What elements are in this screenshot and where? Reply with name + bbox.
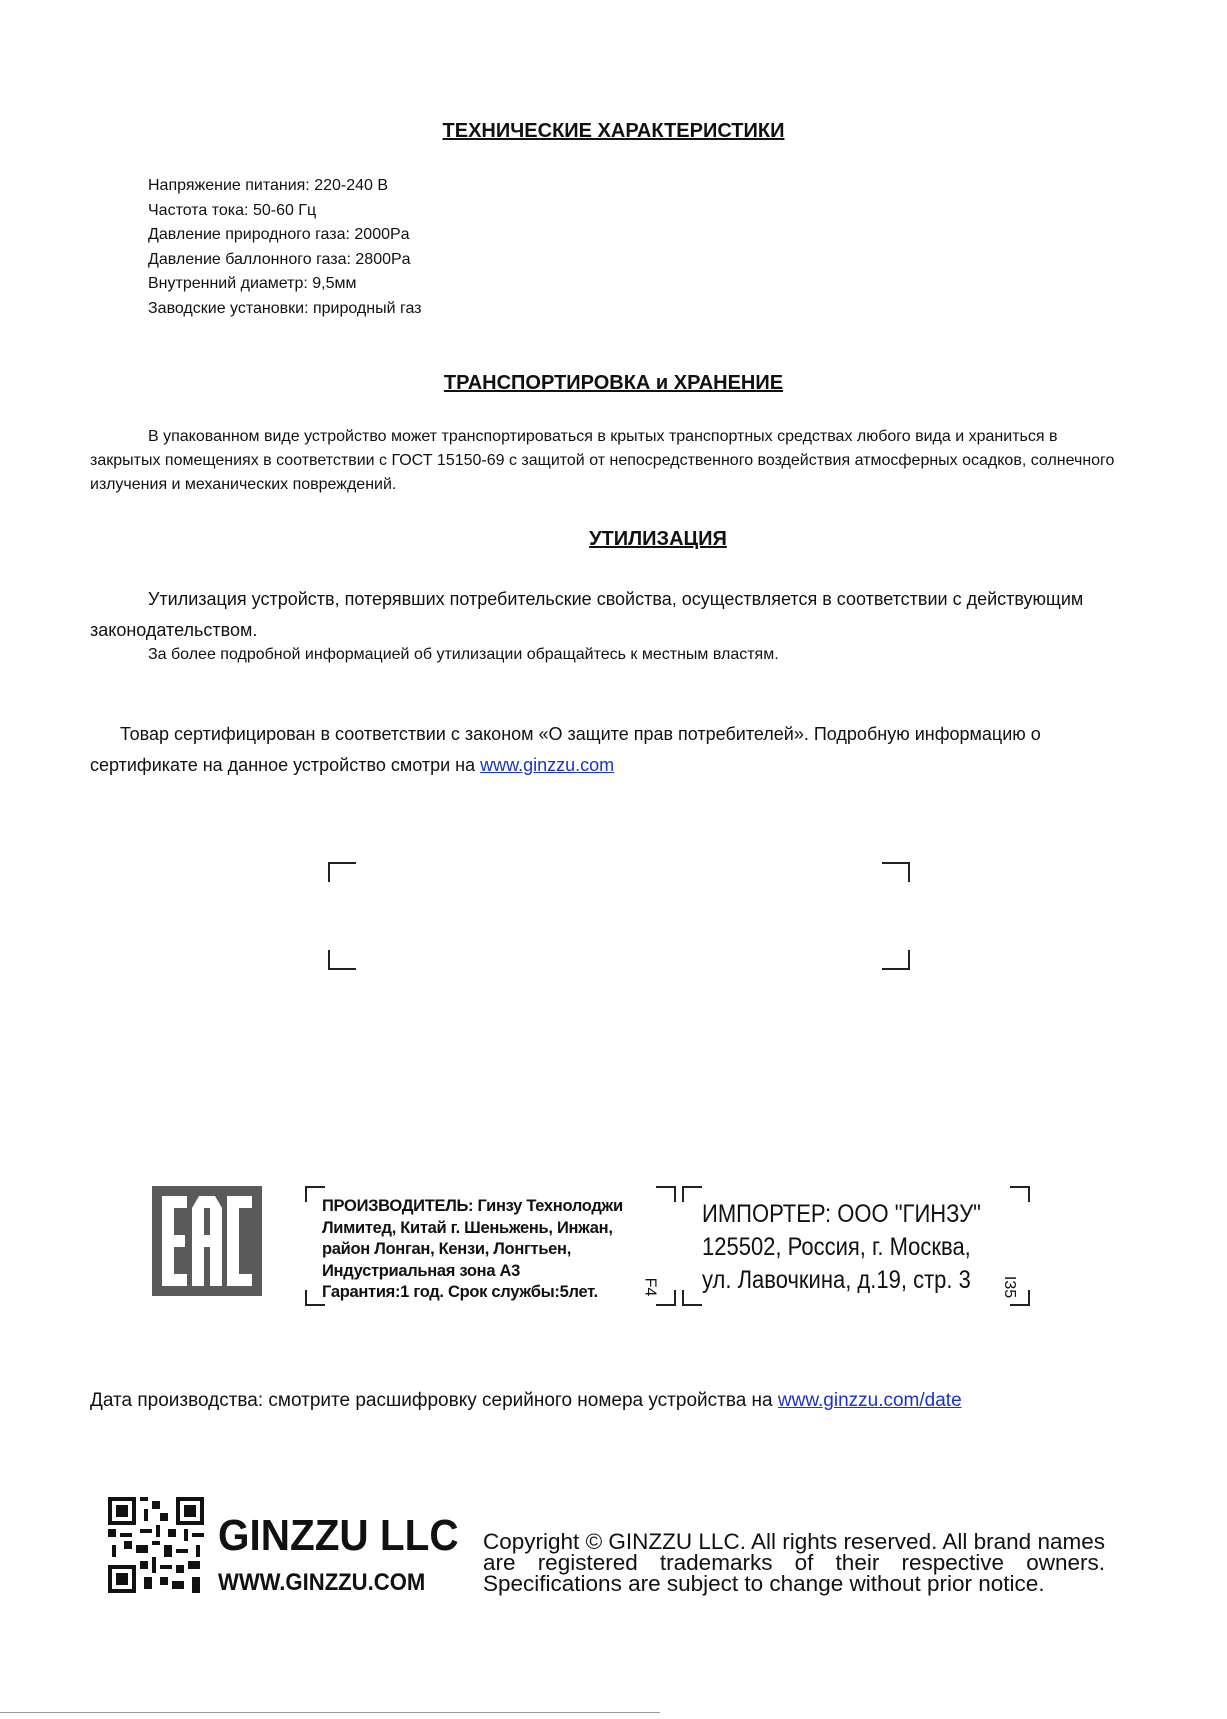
specs-list xyxy=(148,174,422,322)
spec-item: Внутренний диаметр: 9,5мм xyxy=(148,275,357,293)
stamp-corner-top-right xyxy=(882,862,910,882)
spec-item: Заводские установки: природный газ xyxy=(148,299,422,317)
importer-line: 125502, Россия, г. Москва, xyxy=(702,1233,971,1261)
manufacturer-line: ПРОИЗВОДИТЕЛЬ: Гинзу Технолоджи xyxy=(322,1197,623,1215)
manufacturer-line: Индустриальная зона А3 xyxy=(322,1261,520,1280)
importer-corner-bl xyxy=(682,1290,702,1306)
stamp-corner-bottom-right xyxy=(882,950,910,970)
manufacturer-line: Лимитед, Китай г. Шеньжень, Инжан, xyxy=(322,1218,613,1237)
manufacturer-line: район Лонган, Кензи, Лонгтьен, xyxy=(322,1240,572,1258)
bottom-divider xyxy=(0,1712,660,1713)
spec-item: Напряжение питания: 220-240 В xyxy=(148,177,389,194)
spec-item: Давление природного газа: 2000Pa xyxy=(148,226,410,244)
importer-line: ул. Лавочкина, д.19, стр. 3 xyxy=(702,1266,971,1294)
disposal-text-block xyxy=(90,584,1120,646)
eac-logo xyxy=(152,1186,262,1296)
transport-text-block xyxy=(90,425,1120,497)
disposal-title: УТИЛИЗАЦИЯ xyxy=(589,528,727,550)
manufacturer-code: F4 xyxy=(641,1277,659,1297)
copyright-line: Copyright © GINZZU LLC. All rights reserved. All brand names xyxy=(483,1529,1105,1554)
spec-item: Частота тока: 50-60 Гц xyxy=(148,201,317,219)
specs-title: ТЕХНИЧЕСКИЕ ХАРАКТЕРИСТИКИ xyxy=(442,120,785,142)
copyright-line: Specifications are subject to change without prior notice. xyxy=(483,1571,1045,1596)
importer-corner-tl xyxy=(682,1186,702,1202)
certification-text: Товар сертифицирован в соответствии с законом «О защите прав потребителей». Подробную информацию о сертификате на данное устройство смотри на xyxy=(90,724,1041,775)
manufacturer-corner-tr xyxy=(656,1186,676,1202)
certification-block xyxy=(90,719,1120,781)
qr-code-icon xyxy=(108,1497,204,1593)
transport-title: ТРАНСПОРТИРОВКА и ХРАНЕНИЕ xyxy=(443,372,784,394)
certification-link[interactable]: www.ginzzu.com xyxy=(480,755,615,775)
stamp-corner-top-left xyxy=(328,862,356,882)
spec-item: Давление баллонного газа: 2800Pa xyxy=(148,250,411,268)
certification-paragraph xyxy=(90,719,1120,781)
disposal-text: Утилизация устройств, потерявших потребительские свойства, осуществляется в соответствии с действующим законодательством. xyxy=(90,589,1084,640)
manufacturer-line: Гарантия:1 год. Срок службы:5лет. xyxy=(322,1283,598,1301)
stamp-corner-bottom-left xyxy=(328,950,356,970)
importer-line: ИМПОРТЕР: ООО "ГИНЗУ" xyxy=(702,1200,981,1228)
production-date-link[interactable]: www.ginzzu.com/date xyxy=(777,1390,962,1411)
importer-corner-tr xyxy=(1010,1186,1030,1202)
production-date-text: Дата производства: смотрите расшифровку серийного номера устройства на xyxy=(90,1390,773,1411)
transport-text: В упакованном виде устройство может транспортироваться в крытых транспортных средствах любого вида и храниться в закрытых помещениях в соответствии с ГОСТ 15150-69 с защитой от непосредственного воздействия атмосферных осадков, солнечного излучения и механических повреждений. xyxy=(90,428,1115,493)
production-date xyxy=(90,1390,962,1412)
importer-info xyxy=(702,1198,981,1297)
brand-name: GINZZU LLC xyxy=(218,1511,459,1560)
manufacturer-info xyxy=(322,1196,623,1304)
manufacturer-corner-br xyxy=(656,1290,676,1306)
brand-website: WWW.GINZZU.COM xyxy=(218,1569,426,1596)
importer-code: I35 xyxy=(1001,1275,1019,1299)
copyright-line: are registered trademarks of their respective owners. xyxy=(483,1550,1105,1575)
disposal-note: За более подробной информацией об утилизации обращайтесь к местным властям. xyxy=(148,646,779,663)
copyright-notice xyxy=(483,1531,1105,1594)
